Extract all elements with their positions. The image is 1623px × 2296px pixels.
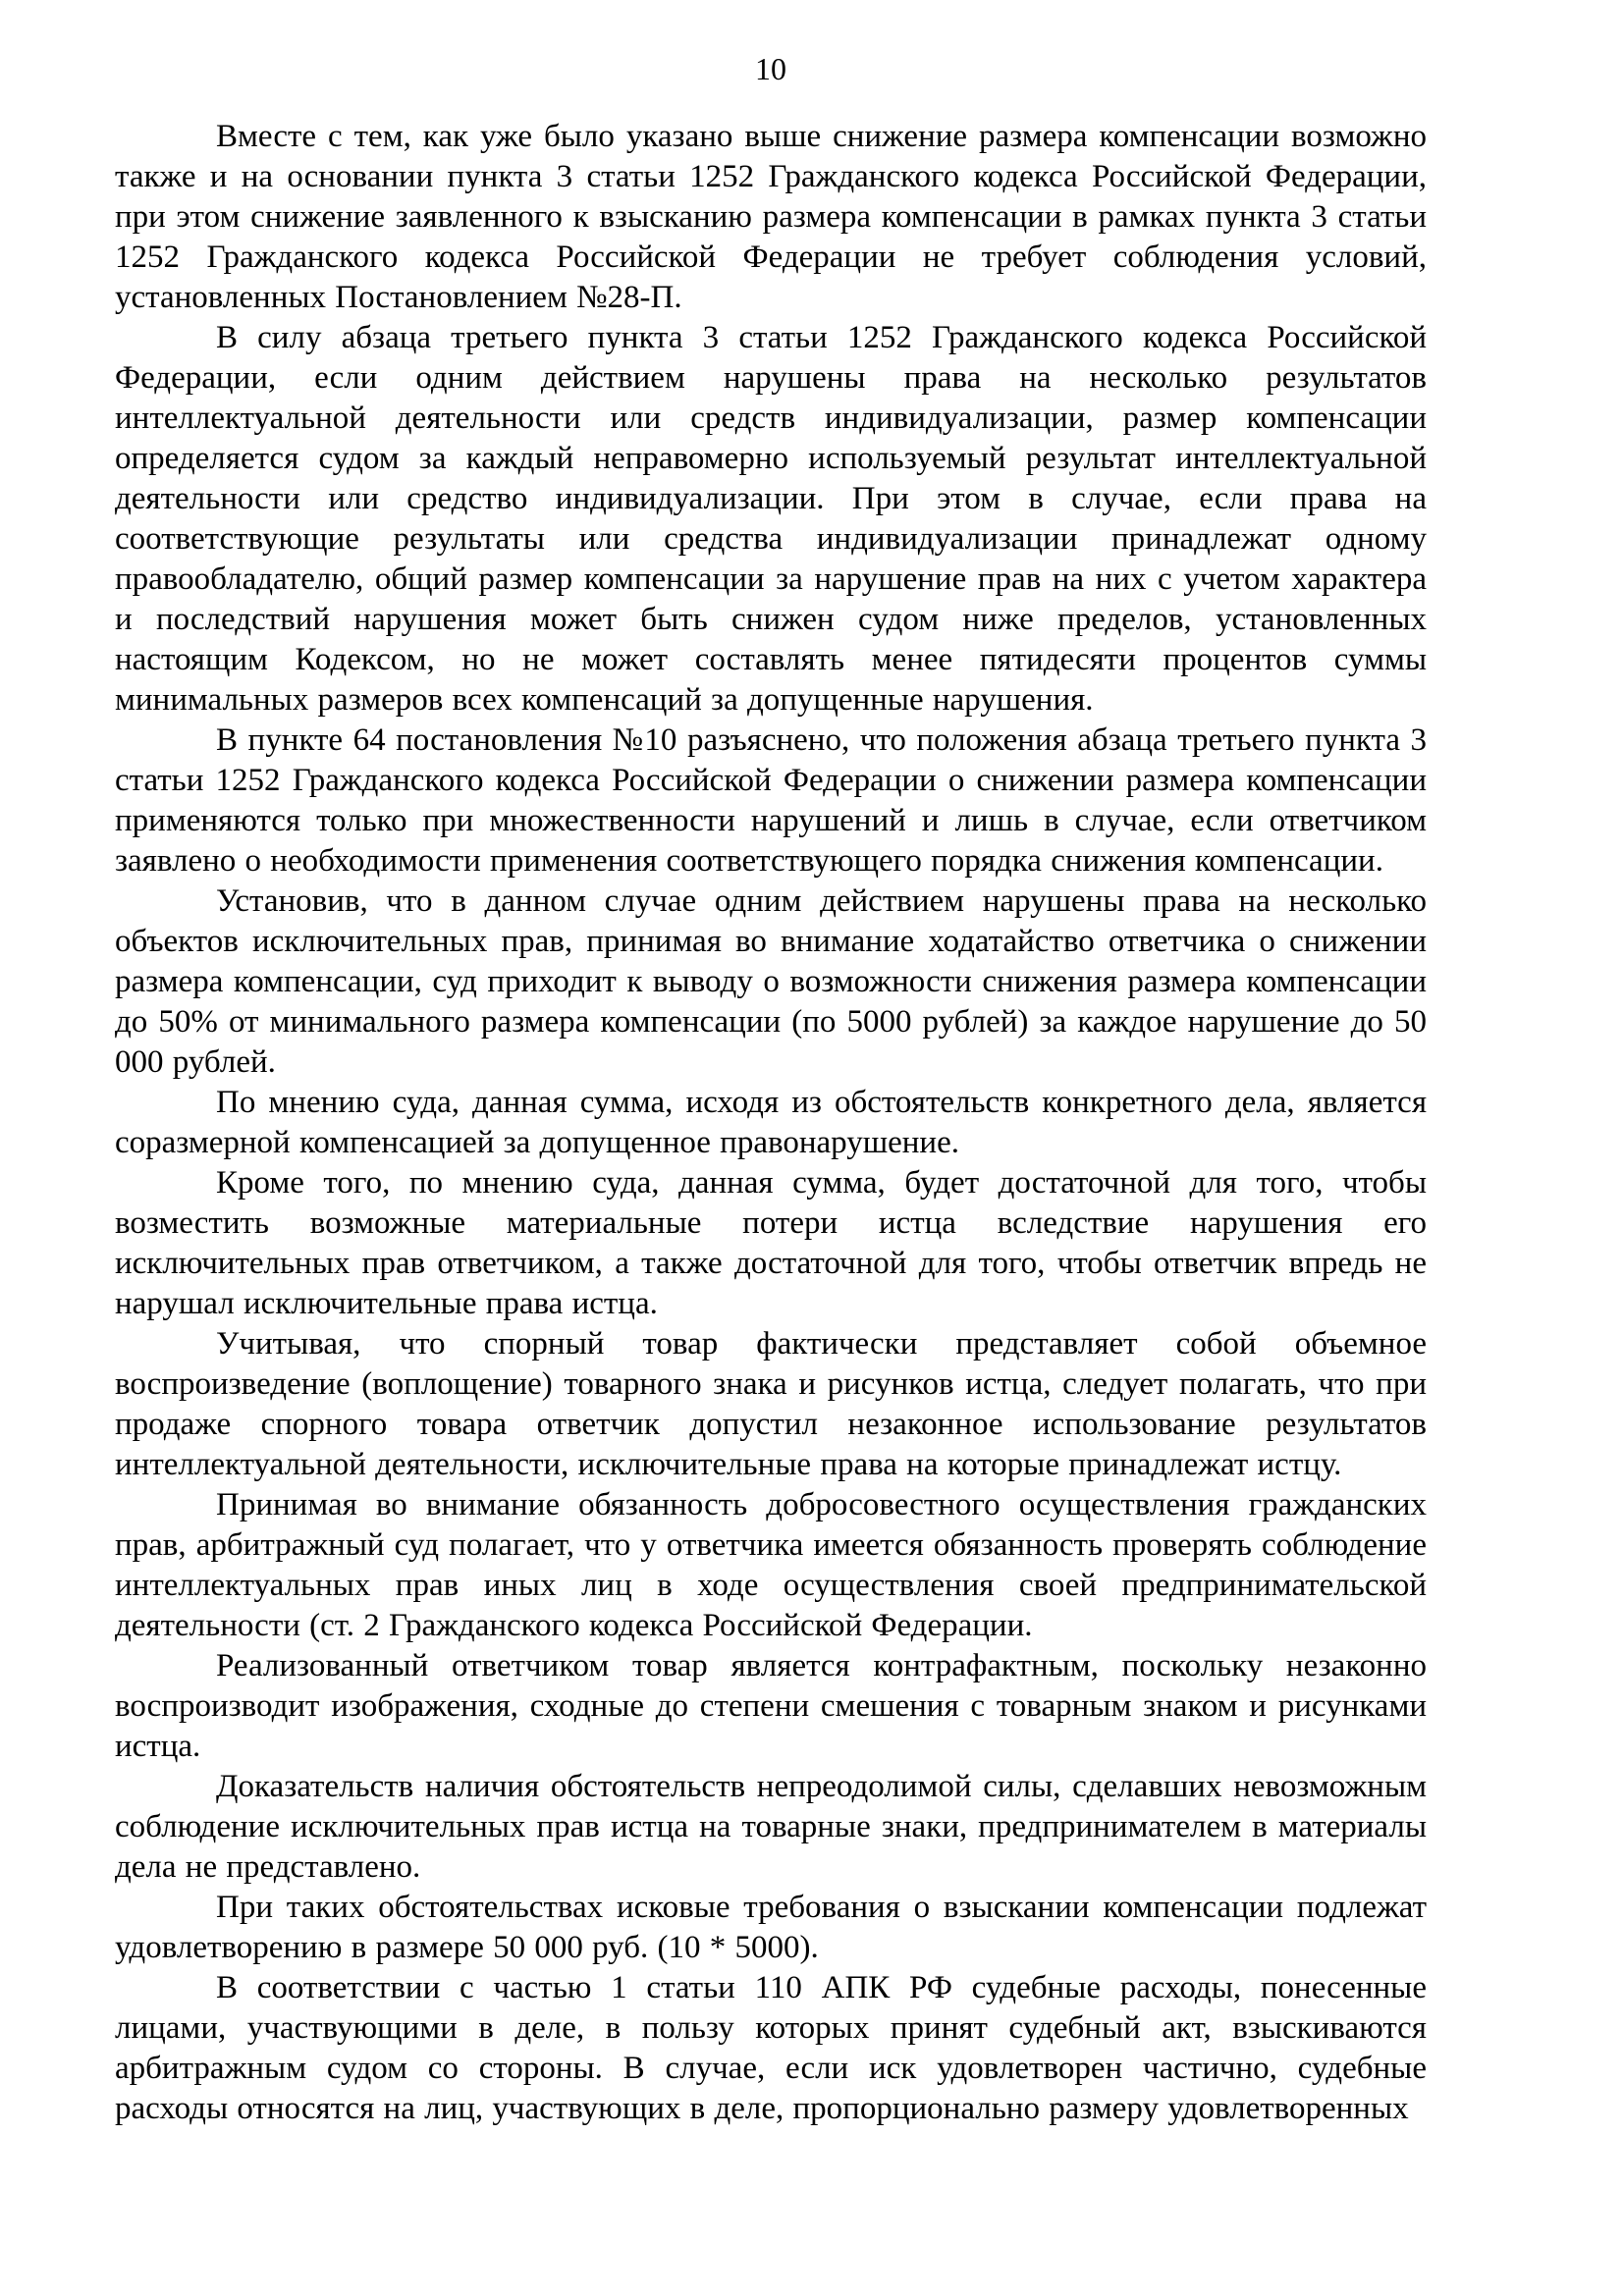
- paragraph: Доказательств наличия обстоятельств непреодолимой силы, сделавших невозможным соблюдение исключительных прав истца на товарные знаки, предпринимателем в материалы дела не представлено.: [115, 1769, 1427, 1885]
- paragraph: Кроме того, по мнению суда, данная сумма, будет достаточной для того, чтобы возместить возможные материальные потери истца вследствие нарушения его исключительных прав ответчиком, а также достаточной для того, чтобы ответчик впредь не нарушал исключительные права истца.: [115, 1165, 1427, 1321]
- paragraph: В пункте 64 постановления №10 разъяснено, что положения абзаца третьего пункта 3 статьи 1252 Гражданского кодекса Российской Федерации о снижении размера компенсации применяются только при множественности нарушений и лишь в случае, если ответчиком заявлено о необходимости применения соответствующего порядка снижения компенсации.: [115, 722, 1427, 879]
- paragraph: В силу абзаца третьего пункта 3 статьи 1252 Гражданского кодекса Российской Федерации, если одним действием нарушены права на несколько результатов интеллектуальной деятельности или средств индивидуализации, размер компенсации определяется судом за каждый неправомерно используемый результат интеллектуальной деятельности или средство индивидуализации. При этом в случае, если права на соответствующие результаты или средства индивидуализации принадлежат одному правообладателю, общий размер компенсации за нарушение прав на них с учетом характера и последствий нарушения может быть снижен судом ниже пределов, установленных настоящим Кодексом, но не может составлять менее пятидесяти процентов суммы минимальных размеров всех компенсаций за допущенные нарушения.: [115, 320, 1427, 718]
- paragraph: При таких обстоятельствах исковые требования о взыскании компенсации подлежат удовлетворению в размере 50 000 руб. (10 * 5000).: [115, 1890, 1427, 1965]
- paragraph: Вместе с тем, как уже было указано выше снижение размера компенсации возможно также и на основании пункта 3 статьи 1252 Гражданского кодекса Российской Федерации, при этом снижение заявленного к взысканию размера компенсации в рамках пункта 3 статьи 1252 Гражданского кодекса Российской Федерации не требует соблюдения условий, установленных Постановлением №28-П.: [115, 119, 1427, 315]
- paragraph: Реализованный ответчиком товар является контрафактным, поскольку незаконно воспроизводит изображения, сходные до степени смешения с товарным знаком и рисунками истца.: [115, 1648, 1427, 1764]
- paragraph: Учитывая, что спорный товар фактически представляет собой объемное воспроизведение (воплощение) товарного знака и рисунков истца, следует полагать, что при продаже спорного товара ответчик допустил незаконное использование результатов интеллектуальной деятельности, исключительные права на которые принадлежат истцу.: [115, 1326, 1427, 1482]
- document-body: [115, 117, 1427, 2129]
- paragraph: По мнению суда, данная сумма, исходя из обстоятельств конкретного дела, является соразмерной компенсацией за допущенное правонарушение.: [115, 1085, 1427, 1160]
- paragraph: Принимая во внимание обязанность добросовестного осуществления гражданских прав, арбитражный суд полагает, что у ответчика имеется обязанность проверять соблюдение интеллектуальных прав иных лиц в ходе осуществления своей предпринимательской деятельности (ст. 2 Гражданского кодекса Российской Федерации.: [115, 1487, 1427, 1643]
- page-number: 10: [755, 51, 786, 86]
- paragraph: В соответствии с частью 1 статьи 110 АПК РФ судебные расходы, понесенные лицами, участвующими в деле, в пользу которых принят судебный акт, взыскиваются арбитражным судом со стороны. В случае, если иск удовлетворен частично, судебные расходы относятся на лиц, участвующих в деле, пропорционально размеру удовлетворенных: [115, 1970, 1427, 2126]
- paragraph: Установив, что в данном случае одним действием нарушены права на несколько объектов исключительных прав, принимая во внимание ходатайство ответчика о снижении размера компенсации, суд приходит к выводу о возможности снижения размера компенсации до 50% от минимального размера компенсации (по 5000 рублей) за каждое нарушение до 50 000 рублей.: [115, 883, 1427, 1080]
